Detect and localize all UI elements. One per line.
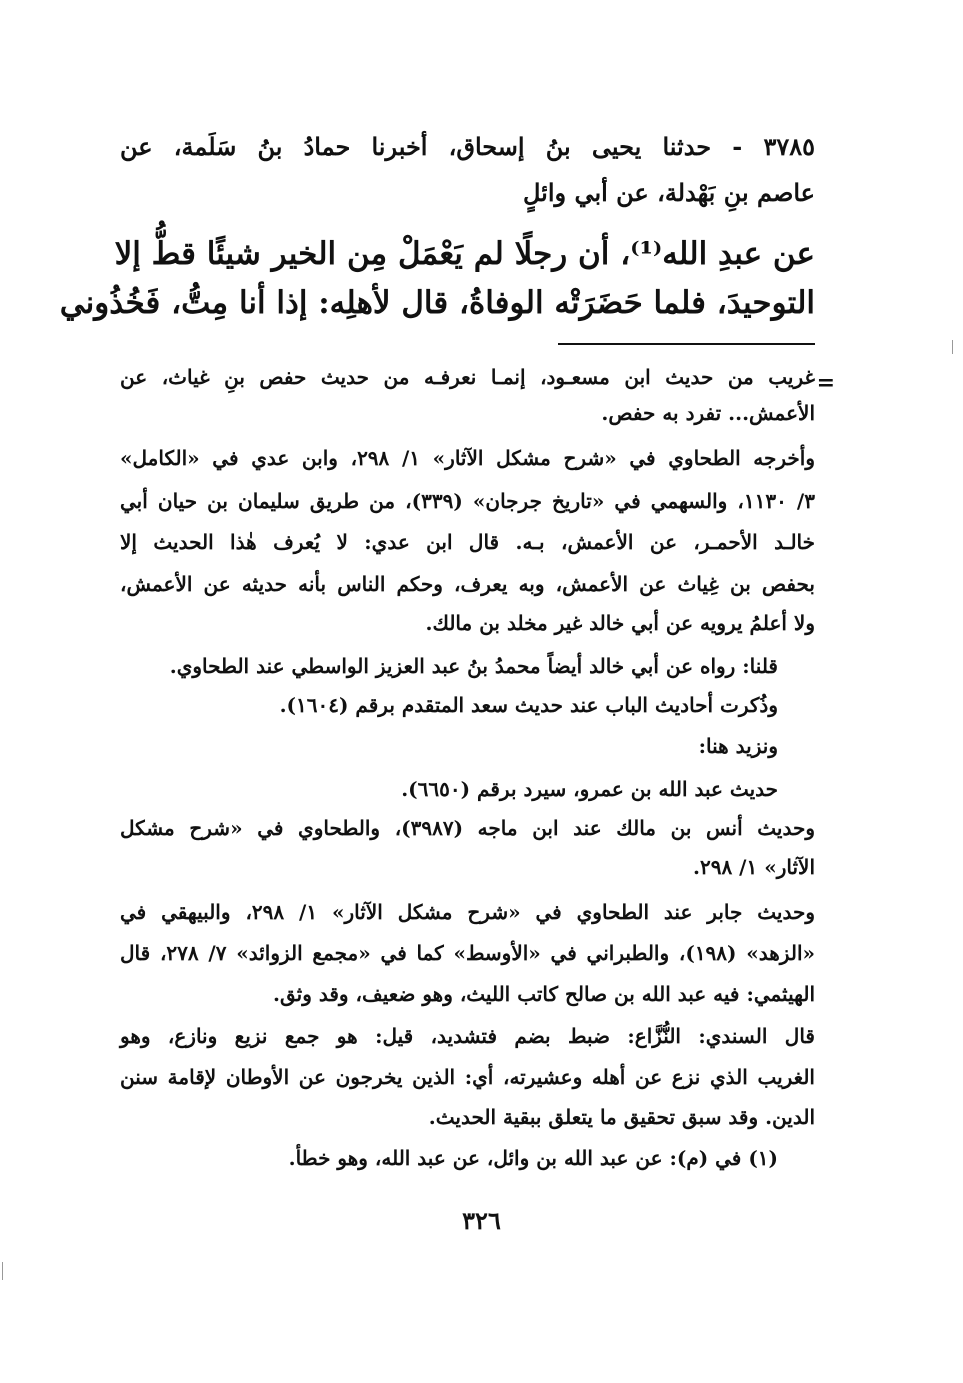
continuation-mark: = [816,370,835,396]
note-line-14: وحديث جابر عند الطحاوي في «شرح مشكل الآثار» ١/ ٢٩٨، والبيهقي في [120,900,815,924]
note-line-18: الغريب الذي نزع عن أهله وعشيرته، أي: الذين يخرجون عن الأوطان لإقامة سنن [120,1065,815,1089]
note-line-17: قال السندي: النُّزَّاع: ضبط بضم فتشديد، قيل: هو جمع نزيع ونازع، وهو [120,1024,815,1048]
note-line-9: وذُكرت أحاديث الباب عند حديث سعد المتقدم برقم (١٦٠٤). [279,693,778,717]
note-line-4: ٣/ ١١٣٠، والسهمي في «تاريخ جرجان» (٣٣٩)، من طريق سليمان بن حيان أبي [120,489,815,513]
note-line-13: الآثار» ١/ ٢٩٨. [693,855,815,879]
note-line-12: وحديث أنس بن مالك عند ابن ماجه (٣٩٨٧)، والطحاوي في «شرح مشكل [120,816,816,840]
note-line-2: الأعمش... تفرد به حفص. [601,401,815,425]
hadith-matn-line-2: التوحيدَ، فلما حَضَرَتْه الوفاةُ، قال لأهلِه: إذا أنا مِتُّ، فَخُذُوني [59,285,815,321]
hadith-matn-line-1: عن عبدِ الله⁽¹⁾، أن رجلًا لم يَعْمَلْ مِن الخير شيئًا قطُّ إلا [114,236,815,272]
note-line-5: خالـد الأحمـر، عن الأعمش، بـه. قال ابن عدي: لا يُعرف هٰذا الحديث إلا [120,530,815,554]
scan-edge-mark [952,340,953,354]
hadith-isnad-line-2: عاصم بنِ بَهْدلة، عن أبي وائلٍ [522,178,815,207]
scan-edge-mark [2,1262,3,1280]
note-line-3: وأخرجه الطحاوي في «شرح مشكل الآثار» ١/ ٢٩٨، وابن عدي في «الكامل» [120,446,815,470]
footnote-separator-rule [558,343,815,345]
page-number: ٣٢٦ [462,1206,501,1235]
note-line-11: حديث عبد الله بن عمرو، سيرد برقم (٦٦٥٠). [401,777,778,801]
note-line-16: الهيثمي: فيه عبد الله بن صالح كاتب الليث، وهو ضعيف، وقد وثق. [273,982,815,1006]
note-line-19: الدين. وقد سبق تحقيق ما يتعلق ببقية الحديث. [428,1105,815,1129]
note-line-1: غريب من حديث ابن مسعـود، إنمـا نعرفـه من حديث حفص بنِ غياث، عن [120,365,815,389]
note-line-7: ولا أعلمُ يرويه عن أبي خالد غير مخلد بن مالك. [425,611,815,635]
note-line-6: بحفص بن غِياث عن الأعمش، وبه يعرف، وحكم الناس بأنه حديثه عن الأعمش، [120,572,815,596]
footnote-1: (١) في (م): عن عبد الله بن وائل، عن عبد الله، وهو خطأ. [288,1146,778,1170]
hadith-isnad-line-1: ٣٧٨٥ - حدثنا يحيى بنُ إسحاق، أخبرنا حمادُ بنُ سَلَمة، عن [120,132,815,161]
note-line-10: ونزيد هنا: [698,734,778,758]
note-line-8: قلنا: رواه عن أبي خالد أيضاً محمدُ بنُ عبد العزيز الواسطي عند الطحاوي. [169,654,778,678]
note-line-15: «الزهد» (١٩٨)، والطبراني في «الأوسط» كما في «مجمع الزوائد» ٧/ ٢٧٨، قال [120,941,815,965]
